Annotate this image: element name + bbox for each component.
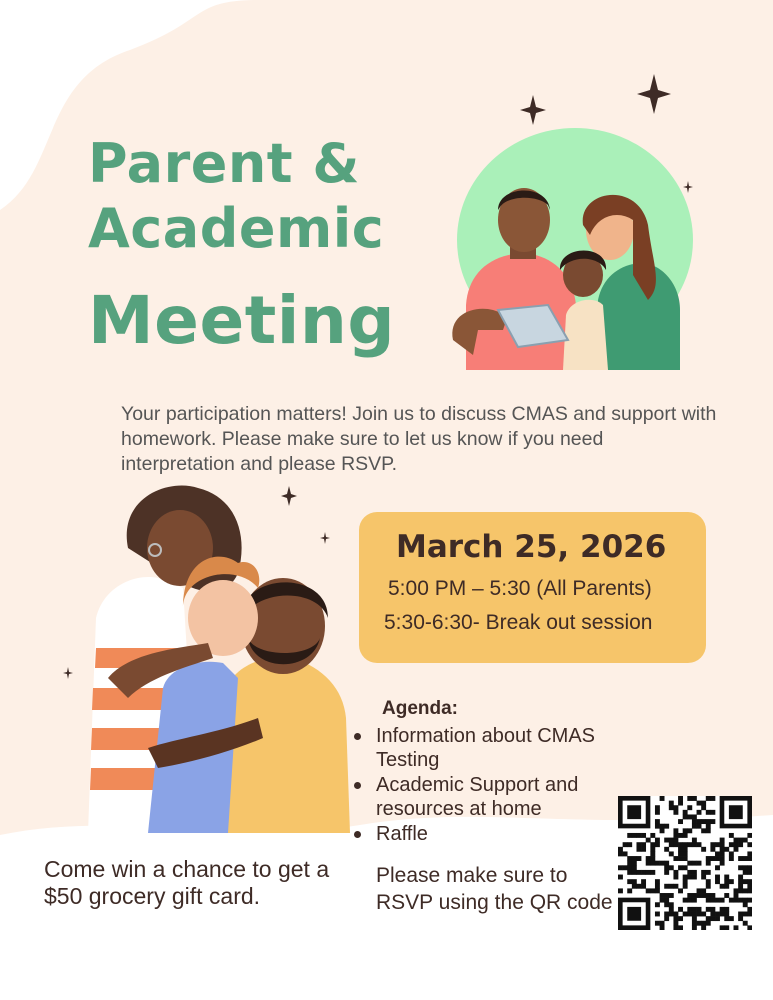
title-line-1: Parent &	[88, 132, 360, 195]
agenda-item	[352, 822, 652, 846]
family-illustration-hug	[88, 478, 350, 833]
family-illustration-top	[448, 125, 693, 375]
raffle-text: Come win a chance to get a $50 grocery gift card.	[44, 856, 330, 909]
intro-text: Your participation matters! Join us to discuss CMAS and support with homework. Please make sure to let us know if you need interpretation and please RSVP.	[121, 403, 717, 475]
bullet-icon	[354, 733, 361, 740]
rsvp-text: Please make sure to RSVP using the QR code	[376, 864, 613, 914]
title-line-2: Academic	[88, 197, 385, 260]
agenda-item-label: Information about CMAS Testing	[376, 725, 595, 771]
sparkle-icon	[637, 74, 671, 114]
event-time-breakout: 5:30-6:30- Break out session	[384, 611, 653, 634]
agenda-list	[352, 724, 652, 847]
agenda-item-label: Raffle	[376, 823, 428, 845]
bullet-icon	[354, 831, 361, 838]
agenda-item	[352, 724, 652, 772]
qr-code-icon[interactable]	[618, 796, 752, 930]
sparkle-icon	[520, 95, 546, 125]
agenda-item-label: Academic Support and resources at home	[376, 774, 579, 820]
bullet-icon	[354, 782, 361, 789]
event-date: March 25, 2026	[396, 529, 667, 565]
title-line-3: Meeting	[88, 282, 396, 359]
agenda-item	[352, 773, 652, 821]
event-time-all-parents: 5:00 PM – 5:30 (All Parents)	[388, 577, 652, 600]
sparkle-icon	[63, 667, 73, 679]
agenda-heading: Agenda:	[382, 698, 458, 719]
